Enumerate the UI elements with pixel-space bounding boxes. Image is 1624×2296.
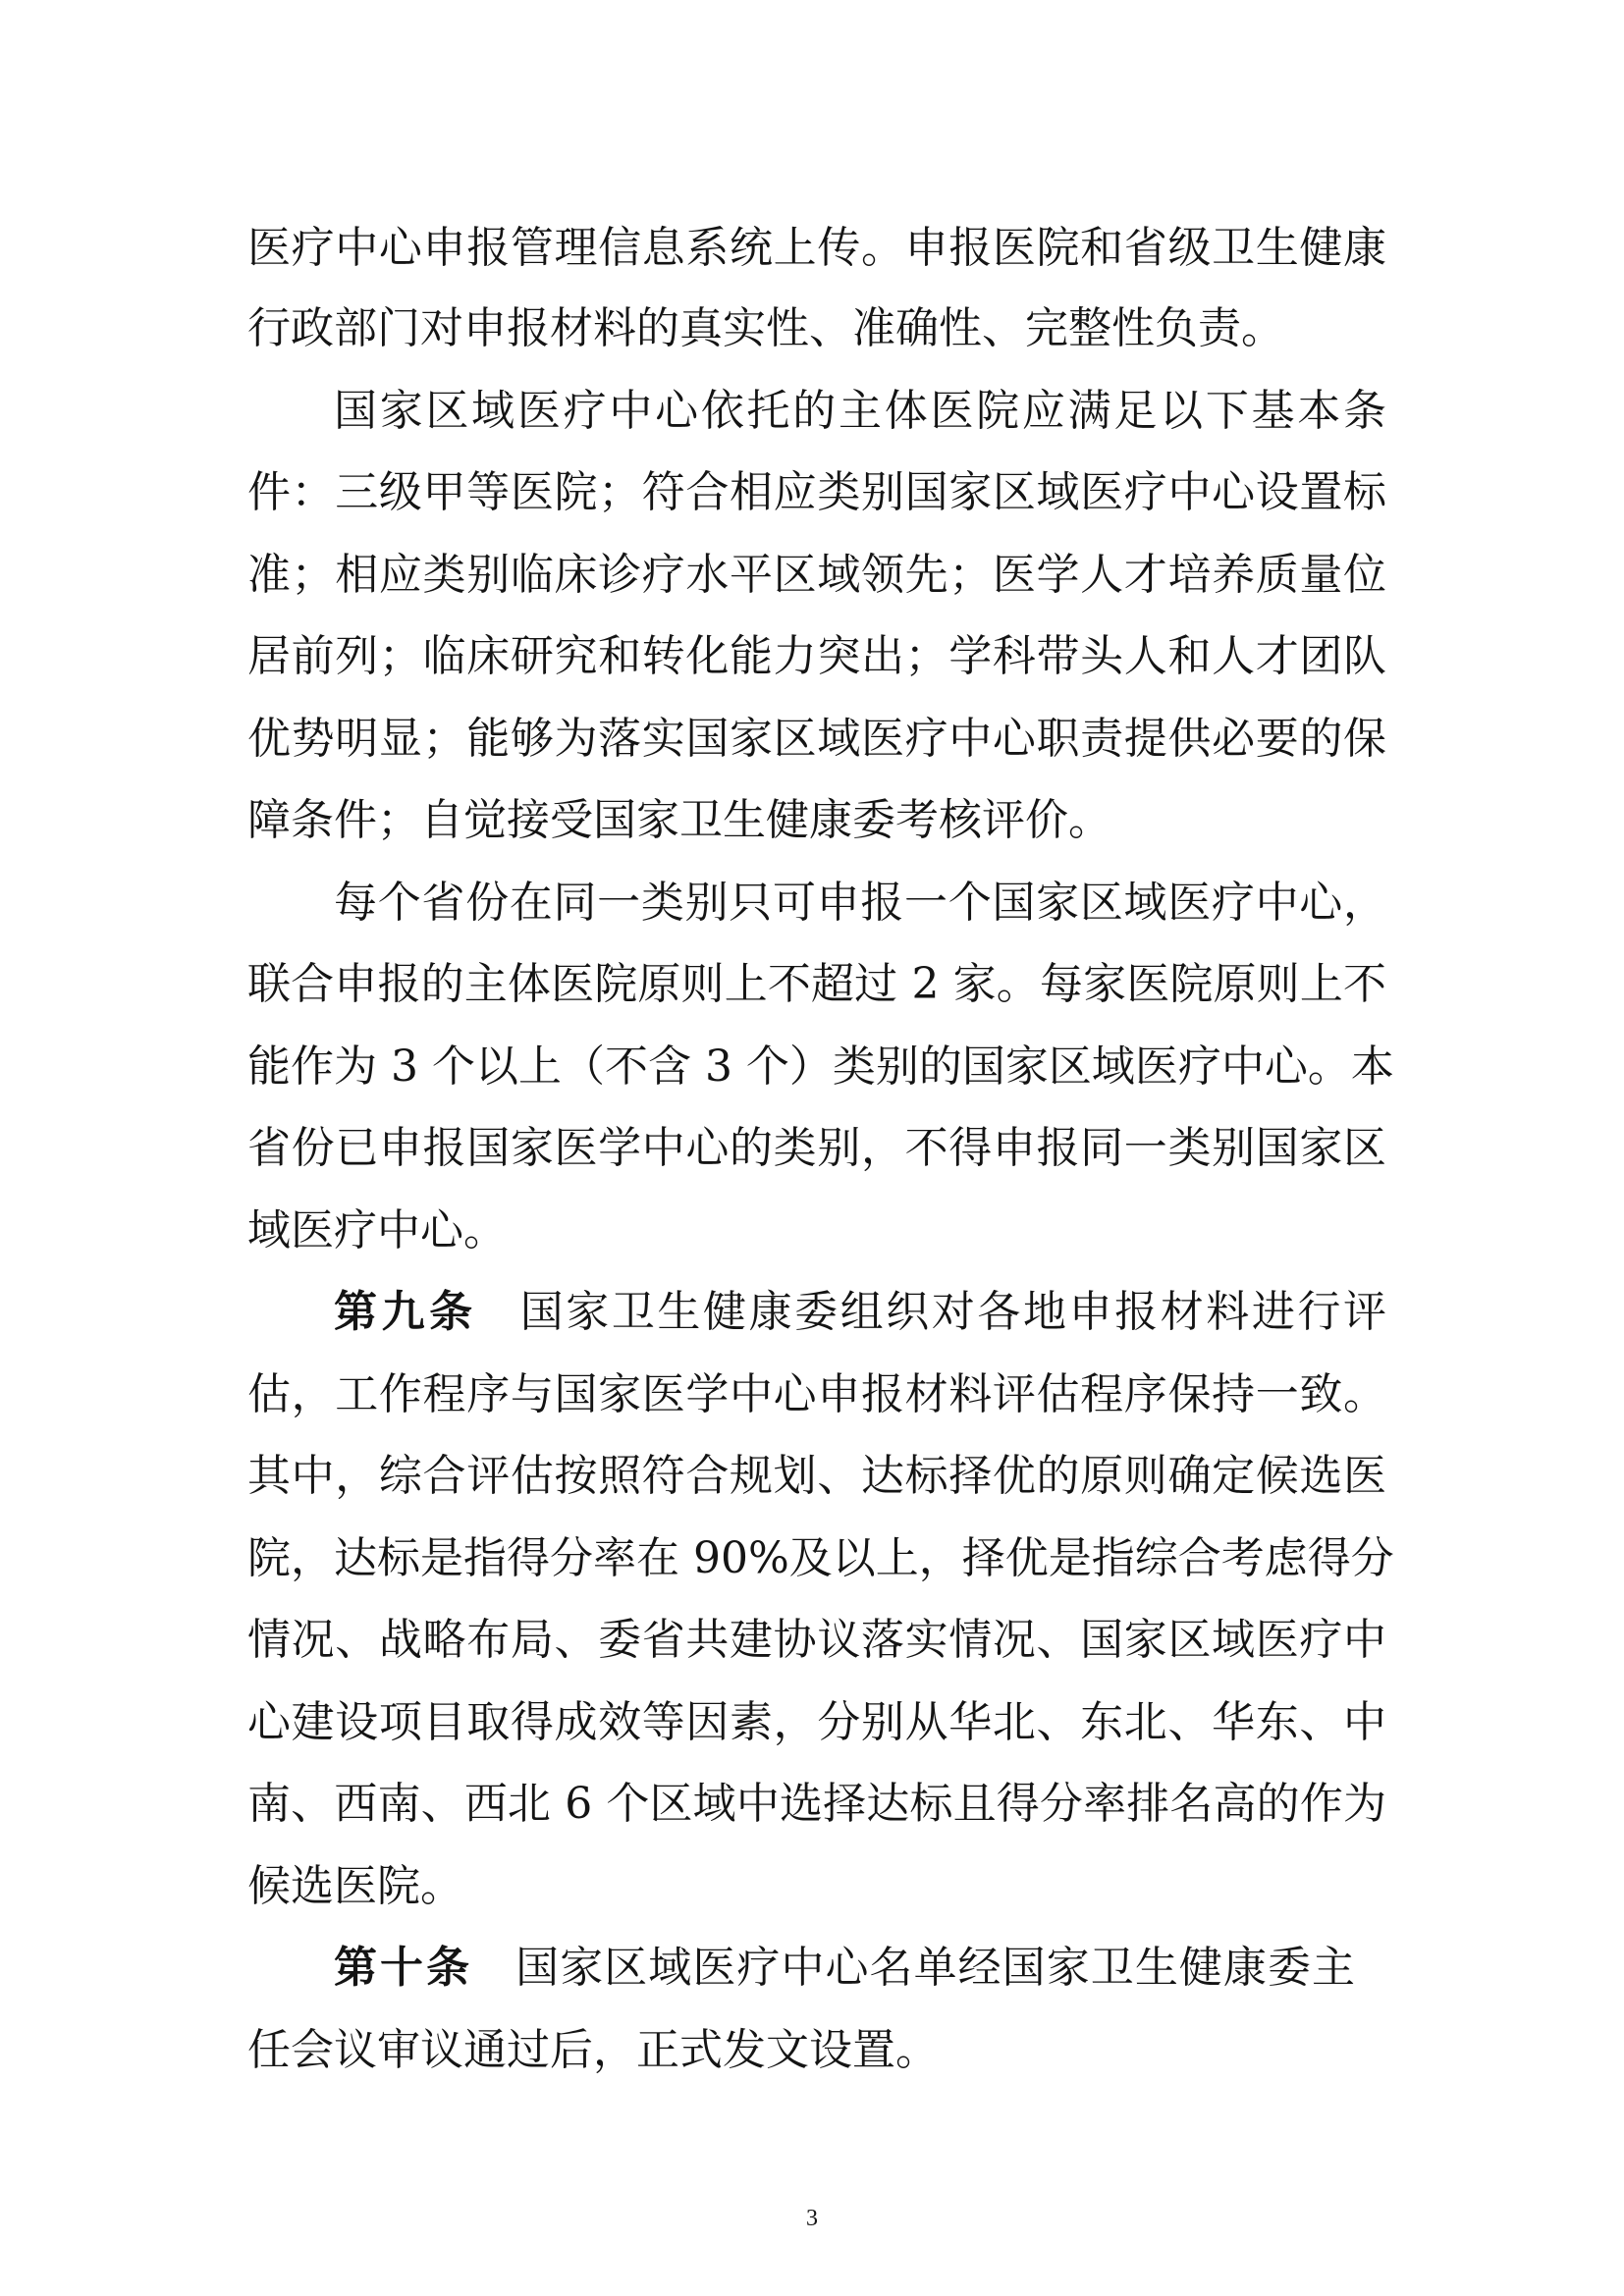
body-line: 优势明显；能够为落实国家区域医疗中心职责提供必要的保 (247, 714, 1386, 764)
body-line: 心建设项目取得成效等因素，分别从华北、东北、华东、中 (247, 1697, 1386, 1747)
body-line: 估，工作程序与国家医学中心申报材料评估程序保持一致。 (247, 1369, 1386, 1419)
body-line: 其中，综合评估按照符合规划、达标择优的原则确定候选医 (247, 1451, 1386, 1501)
body-line: 候选医院。 (247, 1861, 463, 1911)
article-9-label: 第九条 (334, 1287, 477, 1337)
page-number: 3 (806, 2206, 818, 2231)
body-line: 任会议审议通过后，正式发文设置。 (247, 2025, 939, 2075)
body-line: 每个省份在同一类别只可申报一个国家区域医疗中心， (334, 878, 1386, 928)
body-line: 医疗中心申报管理信息系统上传。申报医院和省级卫生健康 (247, 223, 1386, 273)
article-9-text: 国家卫生健康委组织对各地申报材料进行评 (519, 1287, 1387, 1337)
article-10-text: 国家区域医疗中心名单经国家卫生健康委主 (515, 1943, 1356, 1993)
body-line: 件：三级甲等医院；符合相应类别国家区域医疗中心设置标 (247, 467, 1386, 517)
body-line: 准；相应类别临床诊疗水平区域领先；医学人才培养质量位 (247, 550, 1386, 600)
body-line: 院，达标是指得分率在 90%及以上，择优是指综合考虑得分 (247, 1533, 1394, 1583)
article-10-label: 第十条 (334, 1943, 473, 1993)
body-line: 南、西南、西北 6 个区域中选择达标且得分率排名高的作为 (247, 1779, 1386, 1829)
body-line: 域医疗中心。 (247, 1205, 507, 1255)
article-9-first-line (334, 1272, 1386, 1353)
body-line: 行政部门对申报材料的真实性、准确性、完整性负责。 (247, 303, 1284, 353)
body-line: 情况、战略布局、委省共建协议落实情况、国家区域医疗中 (247, 1615, 1386, 1665)
article-10-first-line (334, 1928, 1355, 2008)
body-line: 能作为 3 个以上（不含 3 个）类别的国家区域医疗中心。本 (247, 1041, 1394, 1092)
body-line: 省份已申报国家医学中心的类别，不得申报同一类别国家区 (247, 1123, 1386, 1173)
body-line: 障条件；自觉接受国家卫生健康委考核评价。 (247, 795, 1111, 845)
body-line: 联合申报的主体医院原则上不超过 2 家。每家医院原则上不 (247, 959, 1386, 1009)
body-line: 居前列；临床研究和转化能力突出；学科带头人和人才团队 (247, 631, 1386, 681)
body-line: 国家区域医疗中心依托的主体医院应满足以下基本条 (334, 386, 1386, 436)
